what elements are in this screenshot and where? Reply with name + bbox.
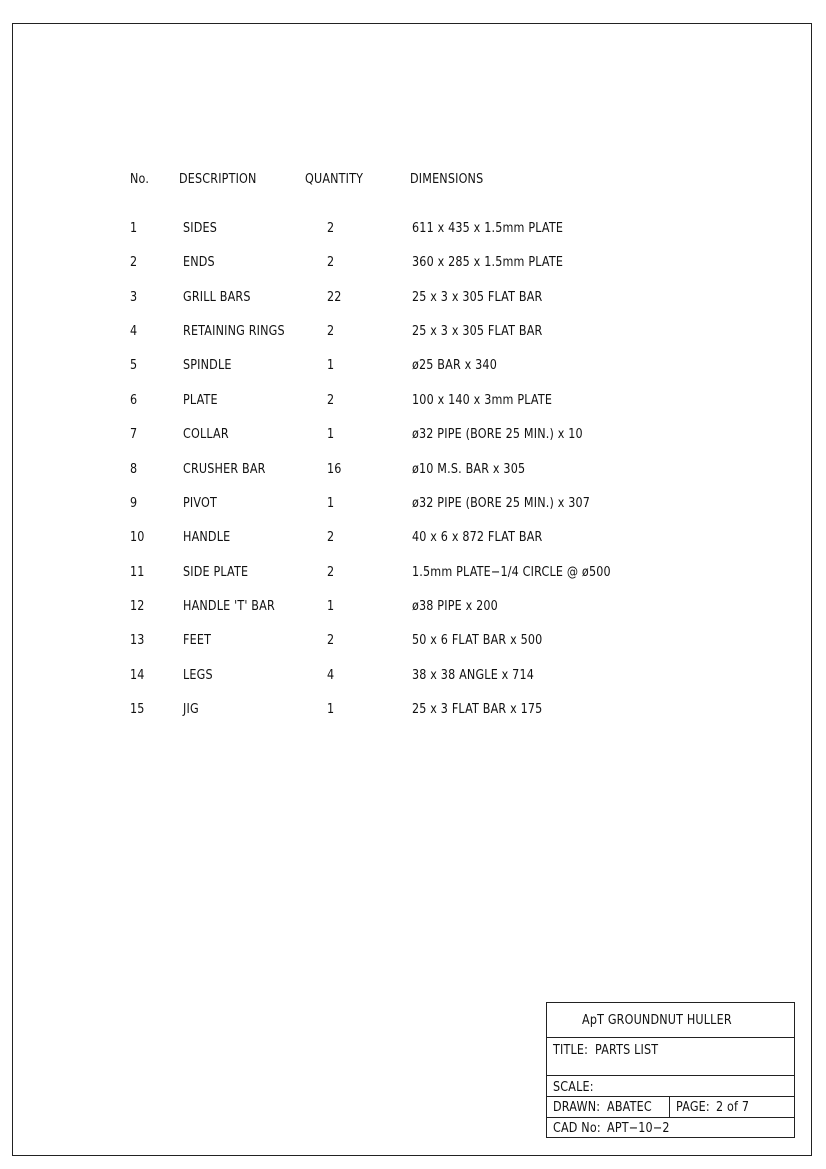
part-quantity: 1: [327, 495, 335, 511]
part-quantity: 2: [327, 564, 335, 580]
part-description: SPINDLE: [183, 358, 232, 374]
title-block-divider: [547, 1117, 794, 1118]
table-row: [0, 393, 826, 413]
table-row: [0, 255, 826, 275]
drawn-value: ABATEC: [607, 1100, 652, 1115]
part-dimensions: 25 x 3 x 305 FLAT BAR: [412, 289, 543, 305]
part-dimensions: 1.5mm PLATE−1/4 CIRCLE @ ø500: [412, 564, 611, 580]
part-number: 8: [130, 461, 138, 477]
part-dimensions: 25 x 3 x 305 FLAT BAR: [412, 324, 543, 340]
part-description: HANDLE: [183, 530, 231, 546]
part-dimensions: 360 x 285 x 1.5mm PLATE: [412, 255, 564, 271]
part-description: FEET: [183, 633, 212, 649]
header-description: DESCRIPTION: [179, 172, 257, 187]
table-row: [0, 496, 826, 516]
header-quantity: QUANTITY: [305, 172, 364, 187]
part-quantity: 22: [327, 289, 342, 305]
part-number: 3: [130, 289, 138, 305]
title-label: TITLE:: [553, 1043, 589, 1058]
title-block-divider: [547, 1096, 794, 1097]
part-dimensions: ø38 PIPE x 200: [412, 598, 498, 614]
part-quantity: 4: [327, 667, 335, 683]
part-quantity: 2: [327, 392, 335, 408]
drawing-border: [12, 23, 812, 1156]
part-number: 13: [130, 633, 145, 649]
title-block-divider: [547, 1037, 794, 1038]
part-description: PIVOT: [183, 495, 217, 511]
part-number: 1: [130, 221, 138, 236]
scale-label: SCALE:: [553, 1080, 594, 1095]
table-row: [0, 633, 826, 653]
title-value: PARTS LIST: [595, 1043, 659, 1058]
part-description: HANDLE 'T' BAR: [183, 598, 275, 614]
part-number: 7: [130, 427, 138, 443]
project-name: ApT GROUNDNUT HULLER: [582, 1013, 732, 1028]
part-quantity: 2: [327, 255, 335, 271]
part-dimensions: ø32 PIPE (BORE 25 MIN.) x 10: [412, 427, 583, 443]
part-dimensions: 100 x 140 x 3mm PLATE: [412, 392, 553, 408]
part-number: 2: [130, 255, 138, 271]
part-quantity: 2: [327, 221, 335, 236]
part-description: PLATE: [183, 392, 218, 408]
title-block-divider: [669, 1096, 670, 1117]
header-no: No.: [130, 172, 150, 187]
part-number: 11: [130, 564, 145, 580]
part-number: 14: [130, 667, 145, 683]
part-quantity: 2: [327, 324, 335, 340]
part-dimensions: ø32 PIPE (BORE 25 MIN.) x 307: [412, 495, 591, 511]
part-quantity: 2: [327, 530, 335, 546]
part-dimensions: 25 x 3 FLAT BAR x 175: [412, 701, 543, 717]
part-number: 9: [130, 495, 138, 511]
part-number: 5: [130, 358, 138, 374]
part-description: GRILL BARS: [183, 289, 251, 305]
part-dimensions: 50 x 6 FLAT BAR x 500: [412, 633, 543, 649]
title-block: [546, 1002, 795, 1138]
header-dimensions: DIMENSIONS: [410, 172, 484, 187]
table-row: [0, 427, 826, 447]
part-dimensions: 40 x 6 x 872 FLAT BAR: [412, 530, 543, 546]
cad-number-value: APT−10−2: [607, 1121, 670, 1136]
table-row: [0, 324, 826, 344]
part-quantity: 2: [327, 633, 335, 649]
part-dimensions: 611 x 435 x 1.5mm PLATE: [412, 221, 564, 236]
cad-number-label: CAD No:: [553, 1121, 601, 1136]
part-number: 10: [130, 530, 145, 546]
table-row: [0, 221, 826, 241]
part-number: 12: [130, 598, 145, 614]
table-row: [0, 565, 826, 585]
drawn-label: DRAWN:: [553, 1100, 601, 1115]
part-quantity: 1: [327, 427, 335, 443]
title-block-divider: [547, 1075, 794, 1076]
table-row: [0, 290, 826, 310]
part-description: RETAINING RINGS: [183, 324, 285, 340]
table-row: [0, 599, 826, 619]
part-dimensions: ø25 BAR x 340: [412, 358, 498, 374]
part-number: 6: [130, 392, 138, 408]
table-row: [0, 530, 826, 550]
part-description: CRUSHER BAR: [183, 461, 266, 477]
table-row: [0, 358, 826, 378]
part-quantity: 1: [327, 701, 335, 717]
part-quantity: 1: [327, 358, 335, 374]
part-description: SIDE PLATE: [183, 564, 249, 580]
part-quantity: 1: [327, 598, 335, 614]
page-label: PAGE:: [676, 1100, 710, 1115]
table-row: [0, 462, 826, 482]
part-number: 4: [130, 324, 138, 340]
part-description: COLLAR: [183, 427, 229, 443]
part-description: ENDS: [183, 255, 215, 271]
table-row: [0, 668, 826, 688]
page-value: 2 of 7: [716, 1100, 750, 1115]
part-dimensions: ø10 M.S. BAR x 305: [412, 461, 526, 477]
part-quantity: 16: [327, 461, 342, 477]
part-description: JIG: [183, 701, 199, 717]
table-row: [0, 702, 826, 722]
part-number: 15: [130, 701, 145, 717]
part-description: LEGS: [183, 667, 213, 683]
part-description: SIDES: [183, 221, 218, 236]
part-dimensions: 38 x 38 ANGLE x 714: [412, 667, 535, 683]
